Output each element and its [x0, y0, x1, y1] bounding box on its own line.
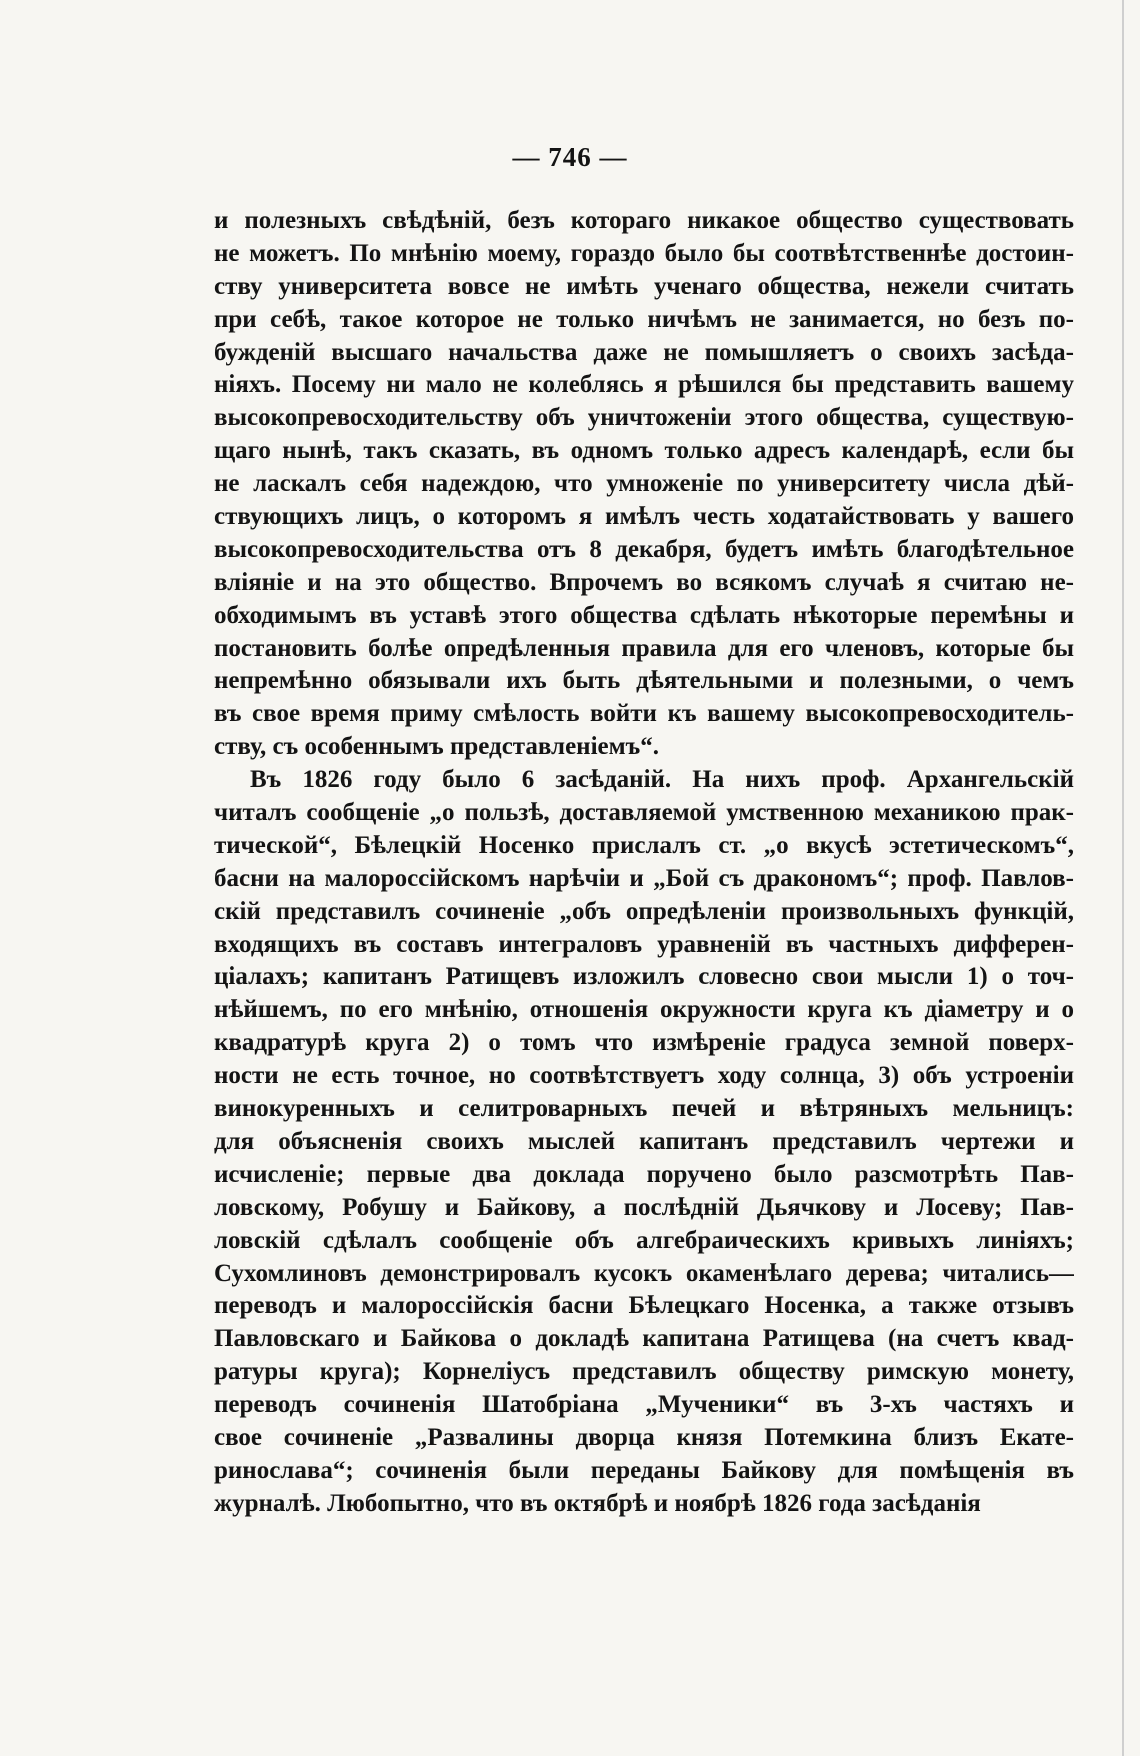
- text-line: тической“, Бѣлецкій Носенко прислалъ ст. „о вкусѣ эстетическомъ“,: [214, 831, 1074, 859]
- text-line: бужденій высшаго начальства даже не помышляетъ о своихъ засѣда-: [214, 338, 1074, 366]
- text-line: въ свое время приму смѣлость войти къ вашему высокопревосходитель-: [214, 700, 1074, 728]
- text-line: ловскій сдѣлалъ сообщеніе объ алгебраическихъ кривыхъ линіяхъ;: [214, 1226, 1074, 1254]
- text-line: ратуры круга); Корнеліусъ представилъ обществу римскую монету,: [214, 1358, 1074, 1386]
- text-line: и полезныхъ свѣдѣній, безъ котораго никакое общество существовать: [214, 207, 1074, 234]
- text-line: ціалахъ; капитанъ Ратищевъ изложилъ словесно свои мысли 1) о точ-: [214, 963, 1074, 991]
- text-line: Сухомлиновъ демонстрировалъ кусокъ окаменѣлаго дерева; читались—: [214, 1259, 1074, 1287]
- page-number: — 746 —: [512, 142, 628, 172]
- text-line: винокуренныхъ и селитроварныхъ печей и вѣтряныхъ мельницъ:: [214, 1095, 1074, 1123]
- text-line: высокопревосходительству объ уничтоженіи этого общества, существую-: [214, 404, 1074, 432]
- page-edge-rule: [1122, 0, 1124, 1756]
- text-line: ству университета вовсе не имѣть ученаго общества, нежели считать: [214, 272, 1074, 300]
- text-line: ринослава“; сочиненія были переданы Байкову для помѣщенія въ: [214, 1456, 1074, 1484]
- text-line: басни на малороссійскомъ нарѣчіи и „Бой съ дракономъ“; проф. Павлов-: [214, 864, 1074, 892]
- text-line: журналѣ. Любопытно, что въ октябрѣ и ноябрѣ 1826 года засѣданія: [214, 1489, 981, 1517]
- text-line: входящихъ въ составъ интеграловъ уравненій въ частныхъ дифферен-: [214, 930, 1074, 958]
- text-line: ству, съ особеннымъ представленіемъ“.: [214, 733, 659, 761]
- text-line: постановить болѣе опредѣленныя правила для его членовъ, которые бы: [214, 634, 1074, 662]
- text-line: нѣйшемъ, по его мнѣнію, отношенія окружности круга къ діаметру и о: [214, 996, 1074, 1024]
- text-line: ловскому, Робушу и Байкову, а послѣдній Дьячкову и Лосеву; Пав-: [214, 1193, 1074, 1221]
- text-line: не ласкалъ себя надеждою, что умноженіе по университету числа дѣй-: [214, 470, 1074, 498]
- text-line: исчисленіе; первые два доклада поручено было разсмотрѣть Пав-: [214, 1160, 1074, 1188]
- text-line: щаго нынѣ, такъ сказать, въ одномъ только адресъ календарѣ, если бы: [214, 437, 1074, 465]
- text-line: Въ 1826 году было 6 засѣданій. На нихъ проф. Архангельскій: [250, 766, 1074, 794]
- text-line: высокопревосходительства отъ 8 декабря, будетъ имѣть благодѣтельное: [214, 535, 1074, 563]
- text-line: непремѣнно обязывали ихъ быть дѣятельными и полезными, о чемъ: [214, 667, 1074, 695]
- text-line: квадратурѣ круга 2) о томъ что измѣреніе градуса земной поверх-: [214, 1029, 1074, 1057]
- text-line: свое сочиненіе „Развалины дворца князя Потемкина близъ Екате-: [214, 1423, 1074, 1451]
- text-line: ніяхъ. Посему ни мало не колеблясь я рѣшился бы представить вашему: [214, 371, 1074, 399]
- text-line: переводъ сочиненія Шатобріана „Мученики“ въ 3-хъ частяхъ и: [214, 1391, 1074, 1419]
- text-line: читалъ сообщеніе „о пользѣ, доставляемой умственною механикою прак-: [214, 799, 1074, 827]
- body-text: [214, 205, 1074, 1521]
- text-line: Павловскаго и Байкова о докладѣ капитана Ратищева (на счетъ квад-: [214, 1325, 1074, 1353]
- text-line: переводъ и малороссійскія басни Бѣлецкаго Носенка, а также отзывъ: [214, 1292, 1074, 1320]
- text-line: скій представилъ сочиненіе „объ опредѣленіи произвольныхъ функцій,: [214, 897, 1074, 925]
- text-line: ствующихъ лицъ, о которомъ я имѣлъ честь ходатайствовать у вашего: [214, 503, 1074, 531]
- text-line: для объясненія своихъ мыслей капитанъ представилъ чертежи и: [214, 1127, 1074, 1155]
- text-line: при себѣ, такое которое не только ничѣмъ не занимается, но безъ по-: [214, 305, 1074, 333]
- text-line: обходимымъ въ уставѣ этого общества сдѣлать нѣкоторые перемѣны и: [214, 601, 1074, 629]
- text-line: не можетъ. По мнѣнію моему, гораздо было бы соотвѣтственнѣе достоин-: [214, 239, 1074, 267]
- text-line: ности не есть точное, но соотвѣтствуетъ ходу солнца, 3) объ устроеніи: [214, 1062, 1074, 1090]
- text-line: вліяніе и на это общество. Впрочемъ во всякомъ случаѣ я считаю не-: [214, 568, 1074, 596]
